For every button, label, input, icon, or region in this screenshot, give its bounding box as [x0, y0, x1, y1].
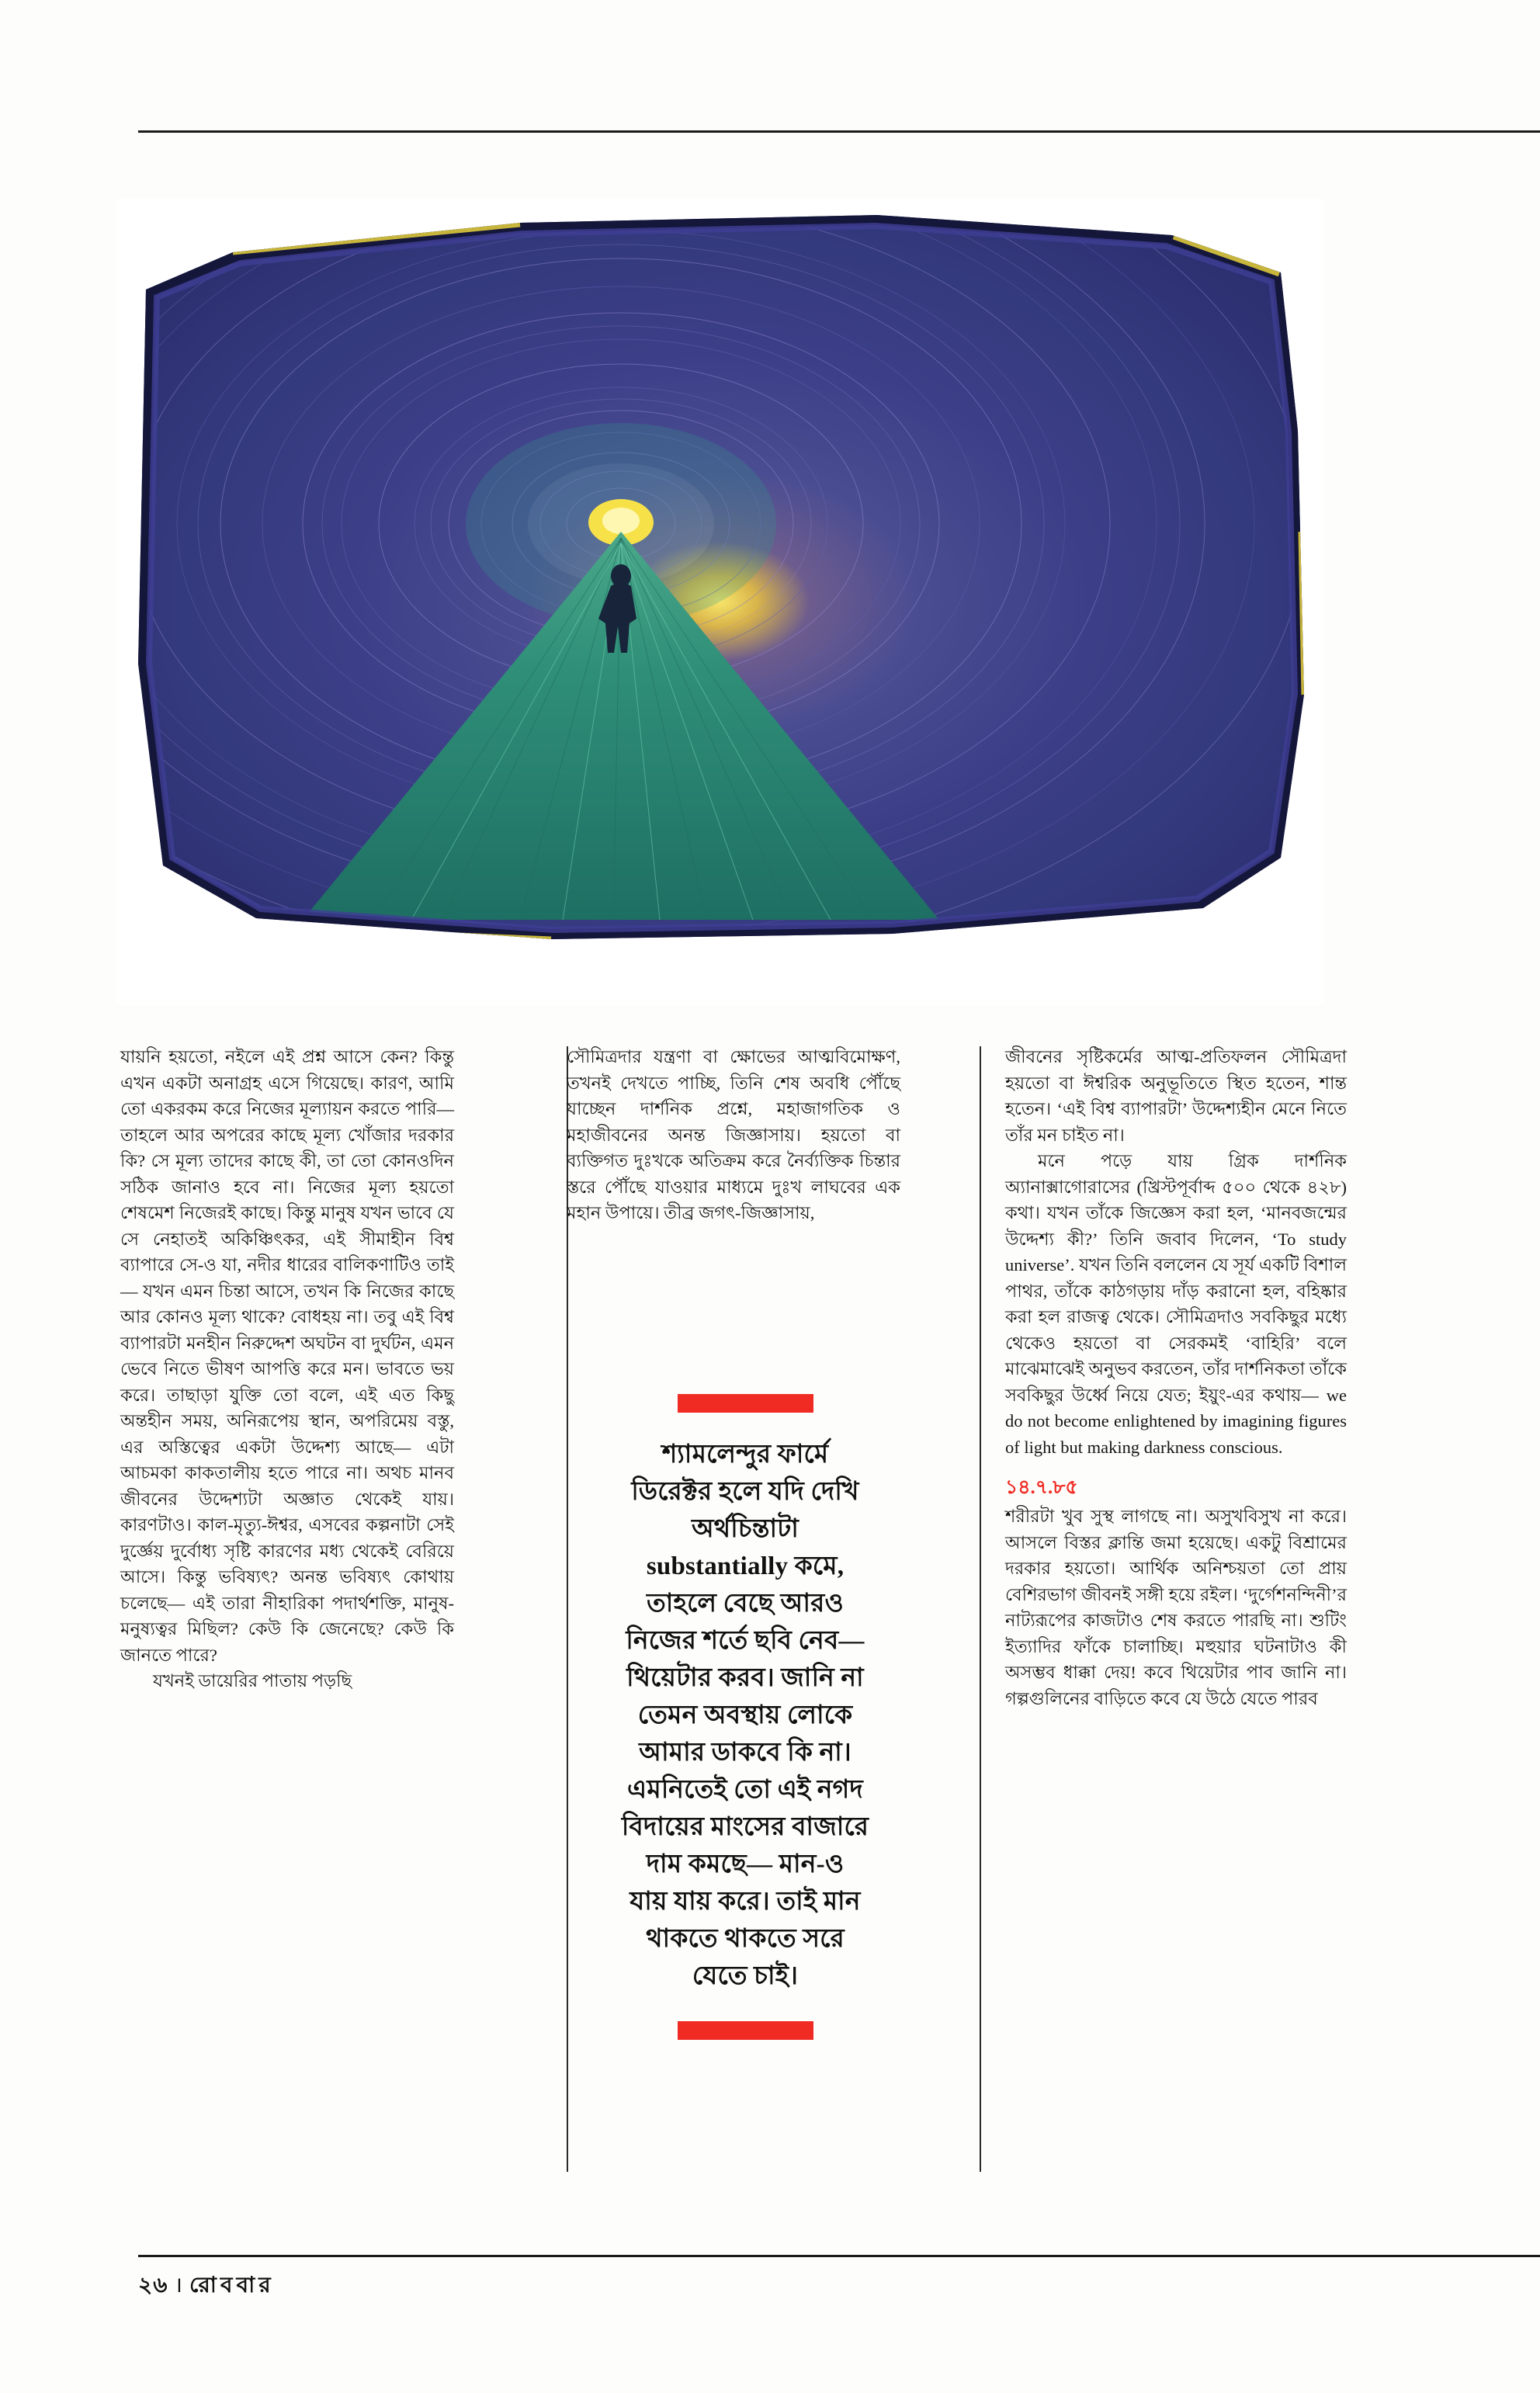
body-column-1 — [120, 1044, 454, 1694]
spiral-tunnel-figure-artwork — [116, 198, 1323, 1005]
pull-quote-line: আমার ডাকবে কি না। — [639, 1739, 852, 1767]
diary-date-heading: ১৪.৭.৮৫ — [1005, 1477, 1078, 1498]
paragraph: সৌমিত্রদার যন্ত্রণা বা ক্ষোভের আত্মবিমোক্ষণ, তখনই দেখতে পাচ্ছি, তিনি শেষ অবধি পৌঁছে যাচ্ছেন দার্শনিক প্রশ্নে, মহাজাগতিক ও মহাজীবনের অনন্ত জিজ্ঞাসায়। হয়তো বা ব্যক্তিগত দুঃখকে অতিক্রম করে নৈর্ব্যক্তিক চিন্তার স্তরে পৌঁছে যাওয়ার মাধ্যমে দুঃখ লাঘবের এক মহান উপায়ে। তীব্র জগৎ-জিজ্ঞাসায়, — [567, 1047, 900, 1223]
pull-quote-line: নিজের শর্তে ছবি নেব— — [626, 1627, 865, 1655]
paragraph: জীবনের সৃষ্টিকর্মের আত্ম-প্রতিফলন সৌমিত্রদা হয়তো বা ঈশ্বরিক অনুভূতিতে স্থিত হতেন, শান্ত হতেন। ‘এই বিশ্ব ব্যাপারটা’ উদ্দেশ্যহীন মেনে নিতে তাঁর মন চাইত না। — [1005, 1047, 1347, 1145]
pull-quote-line: ডিরেক্টর হলে যদি দেখি — [631, 1478, 859, 1506]
footer-horizontal-rule — [138, 2255, 1540, 2257]
pull-quote-line: বিদায়ের মাংসের বাজারে — [621, 1813, 869, 1841]
top-horizontal-rule — [138, 130, 1540, 133]
pull-quote-line: তেমন অবস্থায় লোকে — [637, 1701, 853, 1729]
folio-separator: । — [174, 2273, 184, 2298]
pull-quote-rule-bottom — [678, 2021, 813, 2040]
pull-quote-line: কমে, — [788, 1552, 845, 1580]
pull-quote-latin-word: substantially — [646, 1552, 789, 1580]
article-illustration — [116, 198, 1323, 1005]
pull-quote-text — [576, 1436, 914, 1995]
magazine-name: রোববার — [189, 2273, 275, 2298]
pull-quote-line: দাম কমছে— মান-ও — [646, 1850, 845, 1878]
folio-page-number: ২৬ — [138, 2273, 168, 2298]
body-column-2 — [567, 1044, 900, 1226]
pull-quote-line: অর্থচিন্তাটা — [691, 1515, 799, 1543]
pull-quote-rule-top — [678, 1394, 813, 1413]
body-column-3 — [1005, 1044, 1347, 1712]
column-divider-2 — [980, 1046, 981, 2172]
pull-quote-line: থিয়েটার করব। জানি না — [626, 1664, 864, 1692]
pull-quote-line: যায় যায় করে। তাই মান — [630, 1888, 861, 1916]
pull-quote-line: যেতে চাই। — [692, 1962, 799, 1990]
paragraph: শরীরটা খুব সুস্থ লাগছে না। অসুখবিসুখ না করে। আসলে বিস্তর ক্লান্তি জমা হয়েছে। একটু বিশ্রামের দরকার হয়তো। আর্থিক অনিশ্চয়তা তো প্রায় বেশিরভাগ জীবনই সঙ্গী হয়ে রইল। ‘দুর্গেশনন্দিনী’র নাট্যরূপের কাজটাও শেষ করতে পারছি না। শুটিং ইত্যাদির ফাঁকে চালাচ্ছি। মহুয়ার ঘটনাটাও কী অসম্ভব ধাক্কা দেয়! কবে থিয়েটার পাব জানি না। গল্পগুলিনের বাড়িতে কবে যে উঠে যেতে পারব — [1005, 1507, 1347, 1708]
paragraph: যখনই ডায়েরির পাতায় পড়ছি — [153, 1671, 352, 1691]
paragraph: যায়নি হয়তো, নইলে এই প্রশ্ন আসে কেন? কিন্তু এখন একটা অনাগ্রহ এসে গিয়েছে। কারণ, আমি তো একরকম করে নিজের মূল্যায়ন করতে পারি— তাহলে আর অপরের কাছে মূল্য খোঁজার দরকার কি? সে মূল্য তাদের কাছে কী, তা তো কোনওদিন সঠিক জানাও হবে না। নিজের মূল্য হয়তো শেষমেশ নিজেরই কাছে। কিন্তু মানুষ যখন ভাবে যে সে নেহাতই অকিঞ্চিৎকর, এই সীমাহীন বিশ্ব ব্যাপারে সে-ও যা, নদীর ধারের বালিকণাটিও তাই— যখন এমন চিন্তা আসে, তখন কি নিজের কাছে আর কোনও মূল্য থাকে? বোধহয় না। তবু এই বিশ্ব ব্যাপারটা মনহীন নিরুদ্দেশ অঘটন বা দুর্ঘটন, এমন ভেবে নিতে ভীষণ আপত্তি করে মন। ভাবতে ভয় করে। তাছাড়া যুক্তি তো বলে, এই এত কিছু অন্তহীন সময়, অনিরূপেয় স্থান, অপরিমেয় বস্তু, এর অস্তিত্বের একটা উদ্দেশ্য আছে— এটা আচমকা কাকতালীয় হতে পারে না। অথচ মানব জীবনের উদ্দেশ্যটা অজ্ঞাত থেকেই যায়। কারণটাও। কাল-মৃত্যু-ঈশ্বর, এসবের কল্পনাটা সেই দুর্জ্ঞেয় দুর্বোধ্য সৃষ্টি কারণের মধ্য থেকেই বেরিয়ে আসে। কিন্তু ভবিষ্যৎ? অনন্ত ভবিষ্যৎ কোথায় চলেছে— এই তারা নীহারিকা পদার্থশক্তি, মানুষ-মনুষ্যত্বর মিছিল? কেউ কি জেনেছে? কেউ কি জানতে পারে? — [120, 1047, 454, 1665]
pull-quote-line: থাকতে থাকতে সরে — [646, 1925, 845, 1953]
pull-quote-line: এমনিতেই তো এই নগদ — [627, 1776, 863, 1804]
pull-quote — [576, 1394, 914, 2040]
pull-quote-line: শ্যামলেন্দুর ফার্মে — [661, 1441, 829, 1469]
pull-quote-line: তাহলে বেছে আরও — [647, 1590, 844, 1618]
paragraph: মনে পড়ে যায় গ্রিক দার্শনিক অ্যানাক্সাগোরাসের (খ্রিস্টপূর্বাব্দ ৫০০ থেকে ৪২৮) কথা। যখন তাঁকে জিজ্ঞেস করা হল, ‘মানবজন্মের উদ্দেশ্য কী?’ তিনি জবাব দিলেন, ‘To study universe’. যখন তিনি বললেন যে সূর্য একটি বিশাল পাথর, তাঁকে কাঠগড়ায় দাঁড় করানো হল, বহিষ্কার করা হল রাজত্ব থেকে। সৌমিত্রদাও সবকিছুর মধ্যে থেকেও হয়তো বা সেরকমই ‘বাহিরি’ বলে মাঝেমাঝেই অনুভব করতেন, তাঁর দার্শনিকতা তাঁকে সবকিছুর উর্ধ্বে নিয়ে যেত; ইয়ুং-এর কথায়— we do not become enlightened by imagining figures of light but making darkness conscious. — [1005, 1151, 1347, 1457]
page-folio — [138, 2268, 275, 2305]
